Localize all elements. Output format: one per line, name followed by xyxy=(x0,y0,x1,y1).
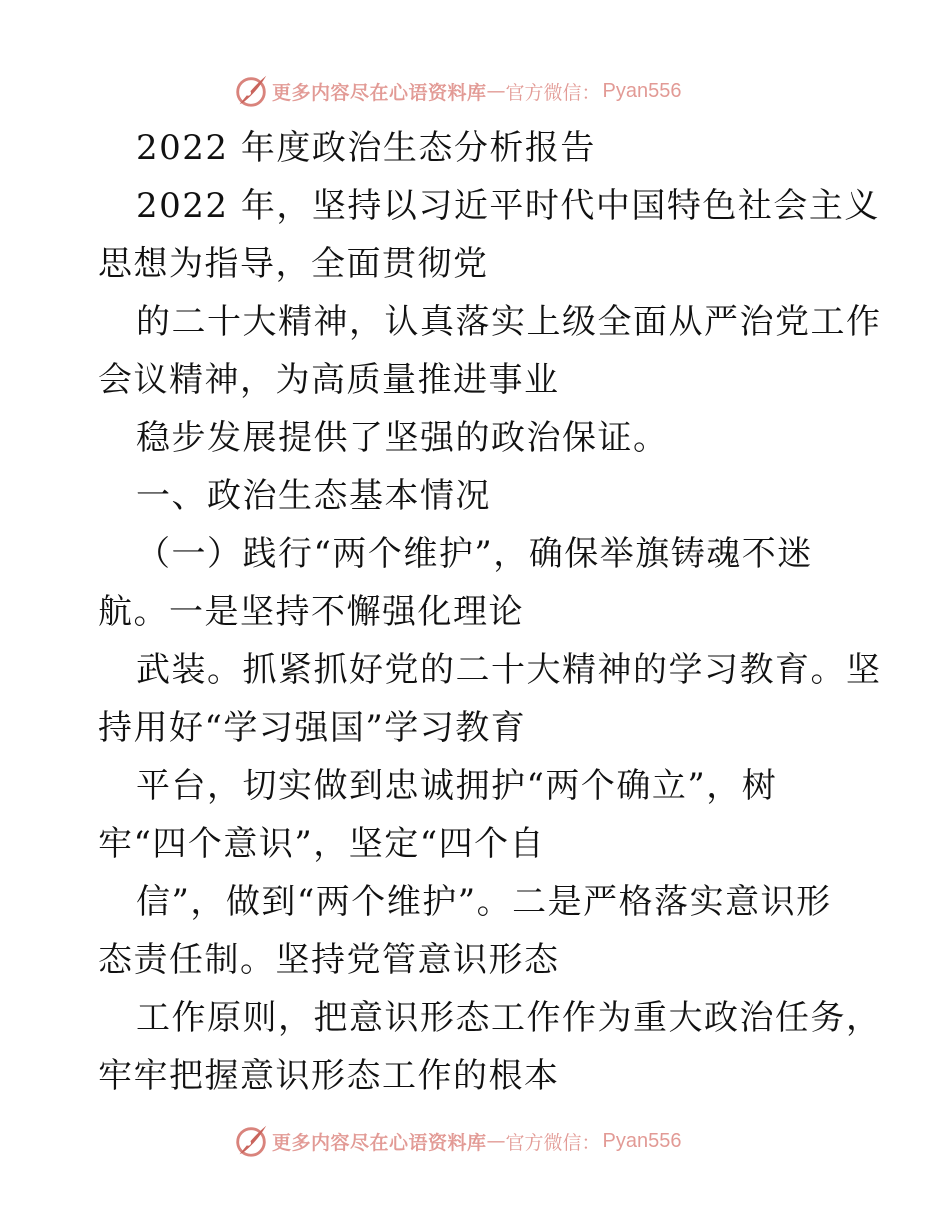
paragraph-line: 会议精神，为高质量推进事业 xyxy=(98,360,560,400)
paragraph-line: 牢牢把握意识形态工作的根本 xyxy=(98,1056,560,1096)
watermark-dash: — xyxy=(486,80,506,102)
watermark-site-text: 更多内容尽在心语资料库 xyxy=(272,81,487,104)
document-title: 2022 年度政治生态分析报告 xyxy=(136,128,596,168)
quill-logo-icon xyxy=(232,72,270,110)
section-heading: 一、政治生态基本情况 xyxy=(136,476,491,516)
quill-logo-icon xyxy=(232,1122,270,1160)
paragraph-line: 思想为指导，全面贯彻党 xyxy=(98,244,489,284)
paragraph-line: 平台，切实做到忠诚拥护“两个确立”，树 xyxy=(136,766,778,806)
watermark-site-text: 更多内容尽在心语资料库 xyxy=(272,1131,487,1154)
footer-watermark xyxy=(232,1121,752,1161)
paragraph-line: 武装。抓紧抓好党的二十大精神的学习教育。坚 xyxy=(136,650,882,690)
watermark-wechat-label: 官方微信： xyxy=(505,81,601,104)
paragraph-line: 2022 年，坚持以习近平时代中国特色社会主义 xyxy=(136,186,880,226)
paragraph-line: 态责任制。坚持党管意识形态 xyxy=(98,940,560,980)
paragraph-line: 工作原则，把意识形态工作作为重大政治任务， xyxy=(136,998,882,1038)
subsection-heading: （一）践行“两个维护”，确保举旗铸魂不迷 xyxy=(136,534,813,574)
paragraph-line: 稳步发展提供了坚强的政治保证。 xyxy=(136,418,669,458)
paragraph-line: 的二十大精神，认真落实上级全面从严治党工作 xyxy=(136,302,882,342)
watermark-wechat-id: Pyan556 xyxy=(602,1129,682,1152)
header-watermark xyxy=(232,71,752,111)
paragraph-line: 持用好“学习强国”学习教育 xyxy=(98,708,527,748)
paragraph-line: 信”，做到“两个维护”。二是严格落实意识形 xyxy=(136,882,832,922)
paragraph-line: 航。一是坚持不懈强化理论 xyxy=(98,592,524,632)
paragraph-line: 牢“四个意识”，坚定“四个自 xyxy=(98,824,546,864)
watermark-wechat-id: Pyan556 xyxy=(602,79,682,102)
watermark-wechat-label: 官方微信： xyxy=(505,1131,601,1154)
watermark-dash: — xyxy=(486,1130,506,1152)
